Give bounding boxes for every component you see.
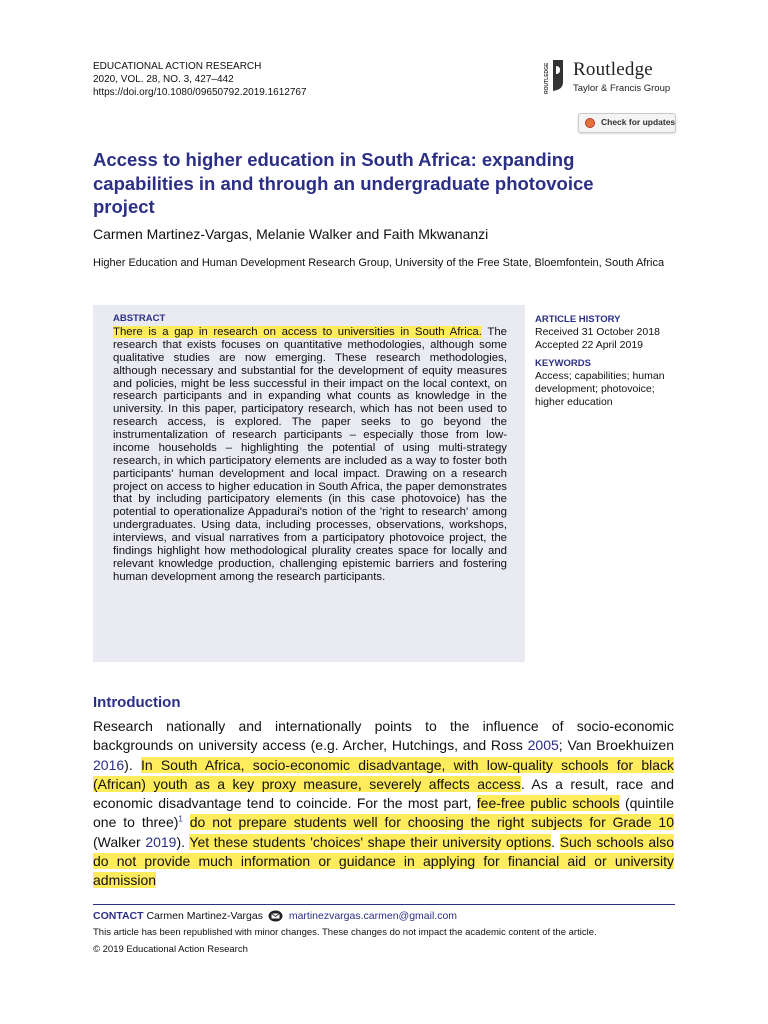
intro-text-7: (Walker bbox=[93, 833, 146, 850]
publisher-name: Routledge bbox=[573, 59, 653, 80]
crossmark-icon bbox=[585, 118, 595, 128]
citation-link[interactable]: 2019 bbox=[145, 833, 177, 850]
introduction-heading: Introduction bbox=[93, 694, 181, 711]
citation-link[interactable]: 2016 bbox=[93, 756, 125, 773]
article-title: Access to higher education in South Africa: expanding capabilities in and through an undergraduate photovoice project bbox=[93, 149, 594, 217]
check-for-updates-button[interactable] bbox=[578, 113, 676, 133]
intro-highlight: Such schools also do not provide much information or guidance in applying for financial aid or university admission bbox=[93, 833, 674, 889]
abstract-text bbox=[113, 326, 507, 584]
routledge-mark-icon bbox=[539, 58, 565, 96]
journal-doi[interactable]: https://doi.org/10.1080/09650792.2019.1612767 bbox=[93, 87, 307, 98]
intro-text-6 bbox=[183, 814, 190, 830]
article-sidebar bbox=[535, 313, 685, 409]
contact-name: Carmen Martinez-Vargas bbox=[146, 910, 263, 922]
history-accepted: Accepted 22 April 2019 bbox=[535, 339, 643, 351]
publisher-group: Taylor & Francis Group bbox=[573, 83, 671, 94]
republish-note: This article has been republished with minor changes. These changes do not impact the academic content of the article. bbox=[93, 927, 597, 938]
intro-text-3: ). bbox=[124, 756, 141, 773]
footnote-marker[interactable]: 1 bbox=[178, 814, 183, 824]
abstract-highlight: There is a gap in research on access to universities in South Africa. bbox=[113, 326, 482, 338]
intro-text-5: (quintile one to three) bbox=[93, 795, 674, 831]
article-authors: Carmen Martinez-Vargas, Melanie Walker and Faith Mkwananzi bbox=[93, 226, 489, 242]
intro-highlight: fee-free public schools bbox=[476, 795, 620, 812]
email-icon bbox=[268, 910, 283, 922]
citation-link[interactable]: 2005 bbox=[527, 737, 559, 754]
contact-email-link[interactable]: martinezvargas.carmen@gmail.com bbox=[288, 910, 458, 922]
abstract-heading: ABSTRACT bbox=[113, 313, 166, 324]
journal-header bbox=[93, 60, 307, 99]
intro-highlight: do not prepare students well for choosing the right subjects for Grade 10 bbox=[189, 814, 674, 831]
journal-citation: 2020, VOL. 28, NO. 3, 427–442 bbox=[93, 74, 234, 85]
intro-text-4: . As a result, race and economic disadvantage tend to coincide. For the most part, bbox=[93, 775, 675, 812]
history-received: Received 31 October 2018 bbox=[535, 326, 660, 338]
footer-divider bbox=[93, 904, 675, 905]
intro-text-1: Research nationally and internationally points to the influence of socio-economic backgrounds on university access (e.g. Archer, Hutchings, and Ross bbox=[93, 718, 674, 754]
keywords-heading: KEYWORDS bbox=[535, 358, 591, 369]
journal-name: EDUCATIONAL ACTION RESEARCH bbox=[93, 61, 262, 72]
intro-highlight: Yet these students 'choices' shape their university options bbox=[189, 833, 552, 850]
author-affiliation: Higher Education and Human Development Research Group, University of the Free State, Bloemfontein, South Africa bbox=[93, 257, 665, 269]
introduction-paragraph bbox=[93, 717, 674, 891]
history-heading: ARTICLE HISTORY bbox=[535, 314, 621, 325]
copyright-notice: © 2019 Educational Action Research bbox=[93, 944, 248, 955]
check-for-updates-label: Check for updates bbox=[601, 117, 676, 127]
intro-text-2: ; Van Broekhuizen bbox=[558, 737, 674, 754]
abstract-body: The research that exists focuses on quantitative methodologies, although some qualitative studies are now emerging. These research methodologies, although necessary and substantial for the development of equity measures and policies, might be less successful in their impact on the local context, on research participants and in expanding what counts as knowledge in the university. In this paper, participatory research, which has not been used to research access, is explored. The paper seeks to go beyond the instrumentalization of research participants – especially those from low-income households – highlighting the potential of using multi-strategy research, in which participatory elements are included as a way to foster both participants' human development and local impact. Drawing on a research project on access to higher education in South Africa, the paper demonstrates that by including participatory elements (in this case photovoice) has the potential to operationalize Appadurai's notion of the 'right to research' among undergraduates. Using data, including processes, observations, workshops, interviews, and visual narratives from a participatory photovoice project, the findings highlight how methodological plurality creates space for locally and relevant knowledge production, challenging epistemic barriers and fostering human development among the research participants. bbox=[113, 326, 507, 583]
intro-text-8: ). bbox=[176, 833, 190, 850]
contact-label: CONTACT bbox=[93, 910, 144, 922]
intro-text-9: . bbox=[551, 833, 560, 850]
intro-highlight: In South Africa, socio-economic disadvantage, with low-quality schools for black (African) youth as a key proxy measure, severely affects access bbox=[93, 756, 674, 792]
keywords-text: Access; capabilities; human development; photovoice; higher education bbox=[535, 370, 665, 408]
routledge-side-text: ROUTLEDGE bbox=[544, 62, 550, 94]
routledge-logo bbox=[539, 58, 679, 98]
contact-line bbox=[93, 910, 457, 922]
